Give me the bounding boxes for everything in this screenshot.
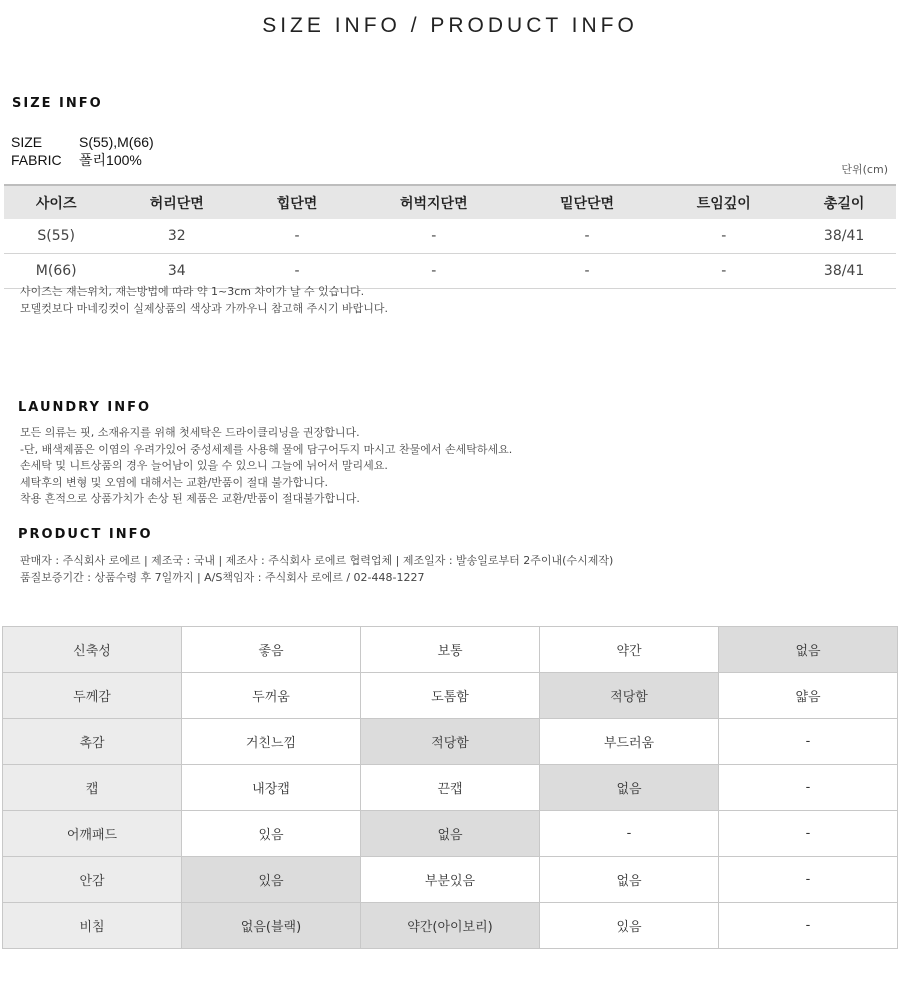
table-cell: - bbox=[349, 219, 519, 254]
property-row bbox=[3, 765, 898, 811]
property-option: - bbox=[719, 719, 898, 765]
column-header: 트임깊이 bbox=[655, 185, 792, 219]
property-label: 촉감 bbox=[3, 719, 182, 765]
property-option: 내장캡 bbox=[182, 765, 361, 811]
property-label: 비침 bbox=[3, 903, 182, 949]
laundry-line: 세탁후의 변형 및 오염에 대해서는 교환/반품이 절대 불가합니다. bbox=[20, 475, 328, 489]
property-option: 있음 bbox=[540, 903, 719, 949]
property-option: 없음 bbox=[540, 857, 719, 903]
product-line: 품질보증기간 : 상품수령 후 7일까지 | A/S책임자 : 주식회사 로에르 / 02-448-1227 bbox=[20, 570, 425, 584]
property-row bbox=[3, 857, 898, 903]
property-option: - bbox=[719, 903, 898, 949]
table-cell: S(55) bbox=[4, 219, 108, 254]
property-option-selected: 없음 bbox=[361, 811, 540, 857]
property-option: 두꺼움 bbox=[182, 673, 361, 719]
size-spec bbox=[11, 134, 154, 150]
property-option-selected: 없음(블랙) bbox=[182, 903, 361, 949]
table-cell: - bbox=[349, 254, 519, 289]
laundry-line: 착용 흔적으로 상품가치가 손상 된 제품은 교환/반품이 절대불가합니다. bbox=[20, 492, 360, 505]
note-line: 사이즈는 재는위치, 재는방법에 따라 약 1~3cm 차이가 날 수 있습니다. bbox=[20, 285, 365, 298]
property-option: - bbox=[719, 811, 898, 857]
property-option: 좋음 bbox=[182, 627, 361, 673]
property-option: 끈캡 bbox=[361, 765, 540, 811]
property-row bbox=[3, 673, 898, 719]
property-label: 어깨패드 bbox=[3, 811, 182, 857]
laundry-line: -단, 배색제품은 이염의 우려가있어 중성세제를 사용해 물에 담구어두지 마시고 찬물에서 손세탁하세요. bbox=[20, 442, 513, 456]
property-row bbox=[3, 811, 898, 857]
table-row bbox=[4, 219, 896, 254]
property-option: 있음 bbox=[182, 811, 361, 857]
property-row bbox=[3, 903, 898, 949]
table-cell: 38/41 bbox=[792, 219, 896, 254]
table-cell: - bbox=[245, 254, 349, 289]
property-row bbox=[3, 627, 898, 673]
property-label: 신축성 bbox=[3, 627, 182, 673]
property-option: 부분있음 bbox=[361, 857, 540, 903]
property-label: 두께감 bbox=[3, 673, 182, 719]
column-header: 허벅지단면 bbox=[349, 185, 519, 219]
property-option-selected: 있음 bbox=[182, 857, 361, 903]
property-row bbox=[3, 719, 898, 765]
laundry-info-heading: LAUNDRY INFO bbox=[18, 400, 152, 415]
product-info-heading: PRODUCT INFO bbox=[18, 527, 153, 542]
table-cell: - bbox=[655, 219, 792, 254]
property-option: 보통 bbox=[361, 627, 540, 673]
column-header: 사이즈 bbox=[4, 185, 108, 219]
laundry-line: 손세탁 및 니트상품의 경우 늘어남이 있을 수 있으니 그늘에 뉘어서 말리세요. bbox=[20, 459, 388, 472]
product-notes bbox=[20, 553, 613, 586]
note-line: 모델컷보다 마네킹컷이 실제상품의 색상과 가까우니 참고해 주시기 바랍니다. bbox=[20, 301, 389, 315]
size-label: SIZE bbox=[11, 134, 43, 150]
property-option: 약간 bbox=[540, 627, 719, 673]
laundry-line: 모든 의류는 핏, 소재유지를 위해 첫세탁은 드라이클리닝을 권장합니다. bbox=[20, 426, 360, 439]
table-cell: 38/41 bbox=[792, 254, 896, 289]
property-option: 부드러움 bbox=[540, 719, 719, 765]
column-header: 허리단면 bbox=[108, 185, 245, 219]
property-option: 도톰함 bbox=[361, 673, 540, 719]
table-cell: - bbox=[519, 254, 656, 289]
product-line: 판매자 : 주식회사 로에르 | 제조국 : 국내 | 제조사 : 주식회사 로에르 협력업체 | 제조일자 : 발송일로부터 2주이내(수시제작) bbox=[20, 554, 614, 567]
fabric-value: 폴리100% bbox=[79, 152, 142, 168]
property-label: 안감 bbox=[3, 857, 182, 903]
laundry-notes bbox=[20, 425, 512, 508]
property-option: 거친느낌 bbox=[182, 719, 361, 765]
property-option-selected: 약간(아이보리) bbox=[361, 903, 540, 949]
table-cell: - bbox=[245, 219, 349, 254]
property-option-selected: 없음 bbox=[540, 765, 719, 811]
fabric-label: FABRIC bbox=[11, 152, 62, 168]
property-option: - bbox=[719, 857, 898, 903]
size-table bbox=[4, 184, 896, 289]
property-option: 얇음 bbox=[719, 673, 898, 719]
table-cell: - bbox=[519, 219, 656, 254]
column-header: 총길이 bbox=[792, 185, 896, 219]
size-value: S(55),M(66) bbox=[79, 134, 154, 150]
size-table-header bbox=[4, 185, 896, 219]
table-cell: - bbox=[655, 254, 792, 289]
size-notes bbox=[20, 284, 388, 317]
property-option-selected: 적당함 bbox=[540, 673, 719, 719]
unit-label: 단위(cm) bbox=[841, 163, 888, 176]
page-title: SIZE INFO / PRODUCT INFO bbox=[262, 14, 638, 37]
property-option-selected: 없음 bbox=[719, 627, 898, 673]
property-option-selected: 적당함 bbox=[361, 719, 540, 765]
property-option: - bbox=[540, 811, 719, 857]
property-label: 캡 bbox=[3, 765, 182, 811]
column-header: 힙단면 bbox=[245, 185, 349, 219]
column-header: 밑단단면 bbox=[519, 185, 656, 219]
table-cell: 32 bbox=[108, 219, 245, 254]
size-info-heading: SIZE INFO bbox=[12, 96, 103, 111]
property-option: - bbox=[719, 765, 898, 811]
fabric-properties-table bbox=[2, 626, 898, 949]
fabric-spec bbox=[11, 150, 142, 170]
table-cell: M(66) bbox=[4, 254, 108, 289]
table-cell: 34 bbox=[108, 254, 245, 289]
